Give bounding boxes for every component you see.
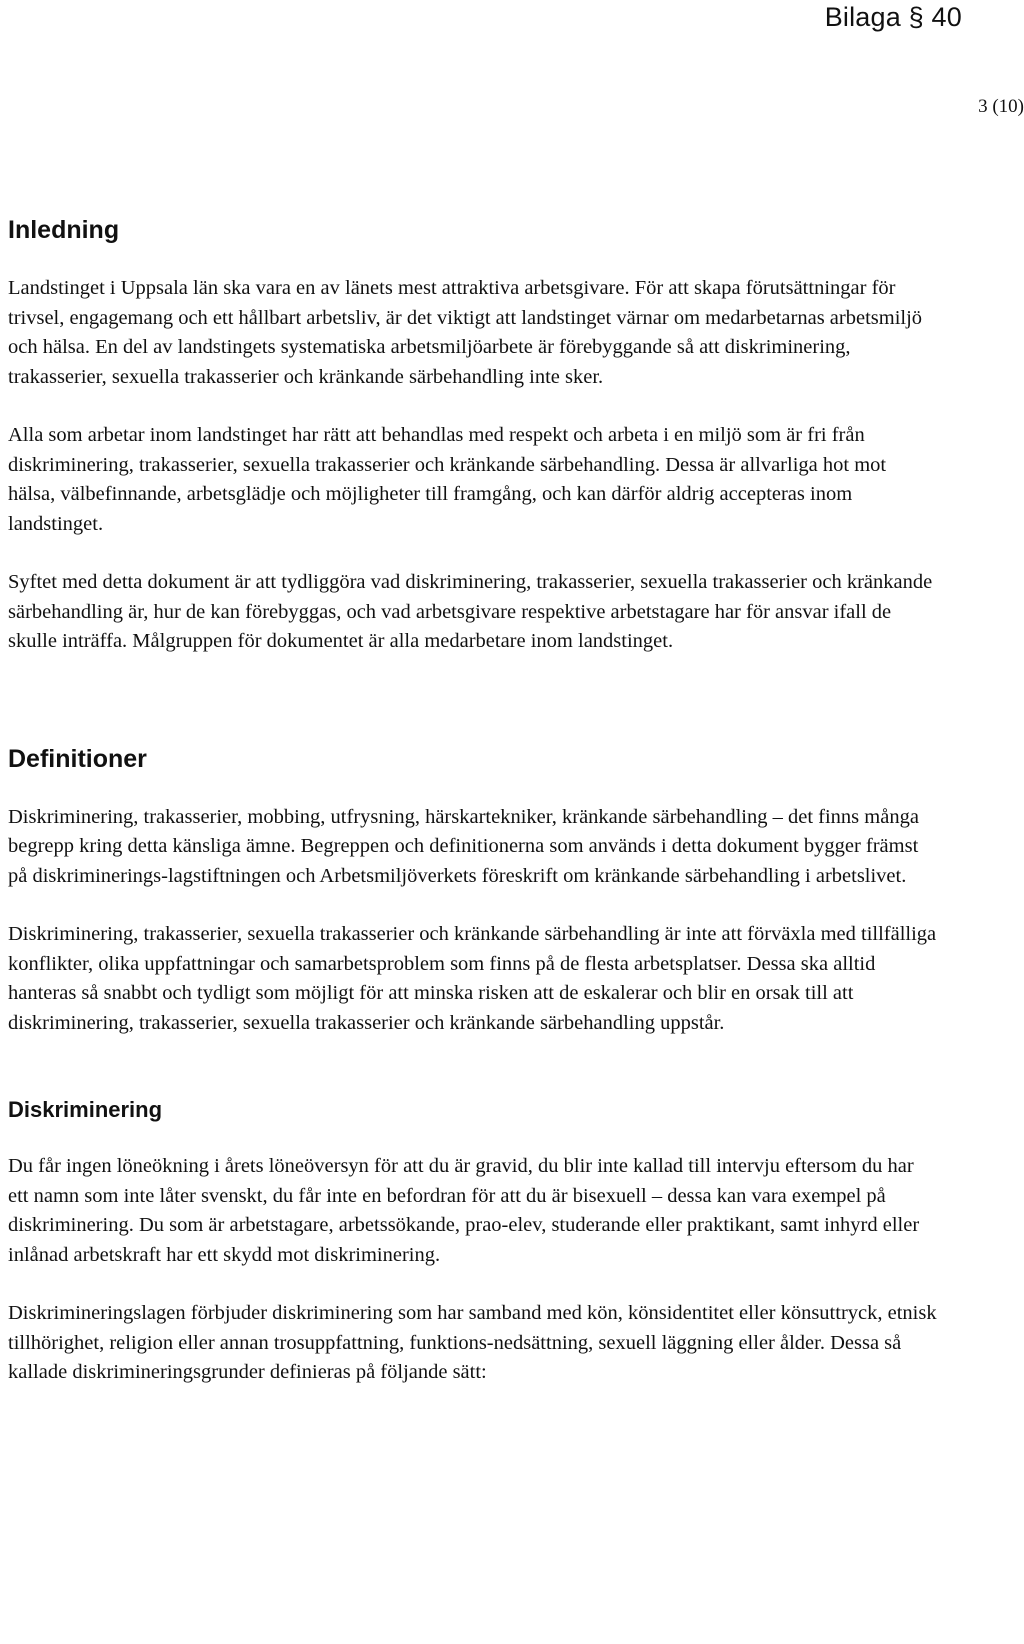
heading-diskriminering: Diskriminering: [8, 1097, 163, 1122]
paragraph: Du får ingen löneökning i årets löneöversyn för att du är gravid, du blir inte kallad till intervju eftersom du har ett namn som inte låter svenskt, du får inte en befordran för att du är bisexuell – dessa kan vara exempel på diskriminering. Du som är arbetstagare, arbetssökande, prao-elev, studerande eller praktikant, samt inhyrd eller inlånad arbetskraft har ett skydd mot diskriminering.: [8, 1155, 920, 1266]
heading-inledning: Inledning: [8, 216, 120, 244]
page-number: 3 (10): [978, 96, 1024, 117]
heading-definitioner: Definitioner: [8, 744, 147, 773]
paragraph: Landstinget i Uppsala län ska vara en av länets mest attraktiva arbetsgivare. För att skapa förutsättningar för trivsel, engagemang och ett hållbart arbetsliv, är det viktigt att landstinget värnar om medarbetarnas arbetsmiljö och hälsa. En del av landstingets systematiska arbetsmiljöarbete är förebyggande så att diskriminering, trakasserier, sexuella trakasserier och kränkande särbehandling inte sker.: [8, 277, 923, 388]
paragraph: Diskriminering, trakasserier, sexuella trakasserier och kränkande särbehandling är inte att förväxla med tillfälliga konflikter, olika uppfattningar och samarbetsproblem som finns på de flesta arbetsplatser. Dessa ska alltid hanteras så snabbt och tydligt som möjligt för att minska risken att de eskalerar och blir en orsak till att diskriminering, trakasserier, sexuella trakasserier och kränkande särbehandling uppstår.: [8, 923, 937, 1034]
document-body: [8, 212, 938, 1388]
appendix-label: Bilaga § 40: [824, 2, 962, 32]
paragraph: Diskriminering, trakasserier, mobbing, utfrysning, härskartekniker, kränkande särbehandling – det finns många begrepp kring detta känsliga ämne. Begreppen och definitionerna som används i detta dokument bygger främst på diskriminerings-lagstiftningen och Arbetsmiljöverkets föreskrift om kränkande särbehandling i arbetslivet.: [8, 805, 919, 887]
paragraph: Alla som arbetar inom landstinget har rätt att behandlas med respekt och arbeta i en miljö som är fri från diskriminering, trakasserier, sexuella trakasserier och kränkande särbehandling. Dessa är allvarliga hot mot hälsa, välbefinnande, arbetsglädje och möjligheter till framgång, och kan därför aldrig accepteras inom landstinget.: [8, 424, 887, 535]
paragraph: Syftet med detta dokument är att tydliggöra vad diskriminering, trakasserier, sexuella trakasserier och kränkande särbehandling är, hur de kan förebyggas, och vad arbetsgivare respektive arbetstagare har för ansvar ifall de skulle inträffa. Målgruppen för dokumentet är alla medarbetare inom landstinget.: [8, 571, 933, 652]
paragraph: Diskrimineringslagen förbjuder diskriminering som har samband med kön, könsidentitet eller könsuttryck, etnisk tillhörighet, religion eller annan trosuppfattning, funktions-nedsättning, sexuell läggning eller ålder. Dessa så kallade diskrimineringsgrunder definieras på följande sätt:: [8, 1302, 937, 1383]
